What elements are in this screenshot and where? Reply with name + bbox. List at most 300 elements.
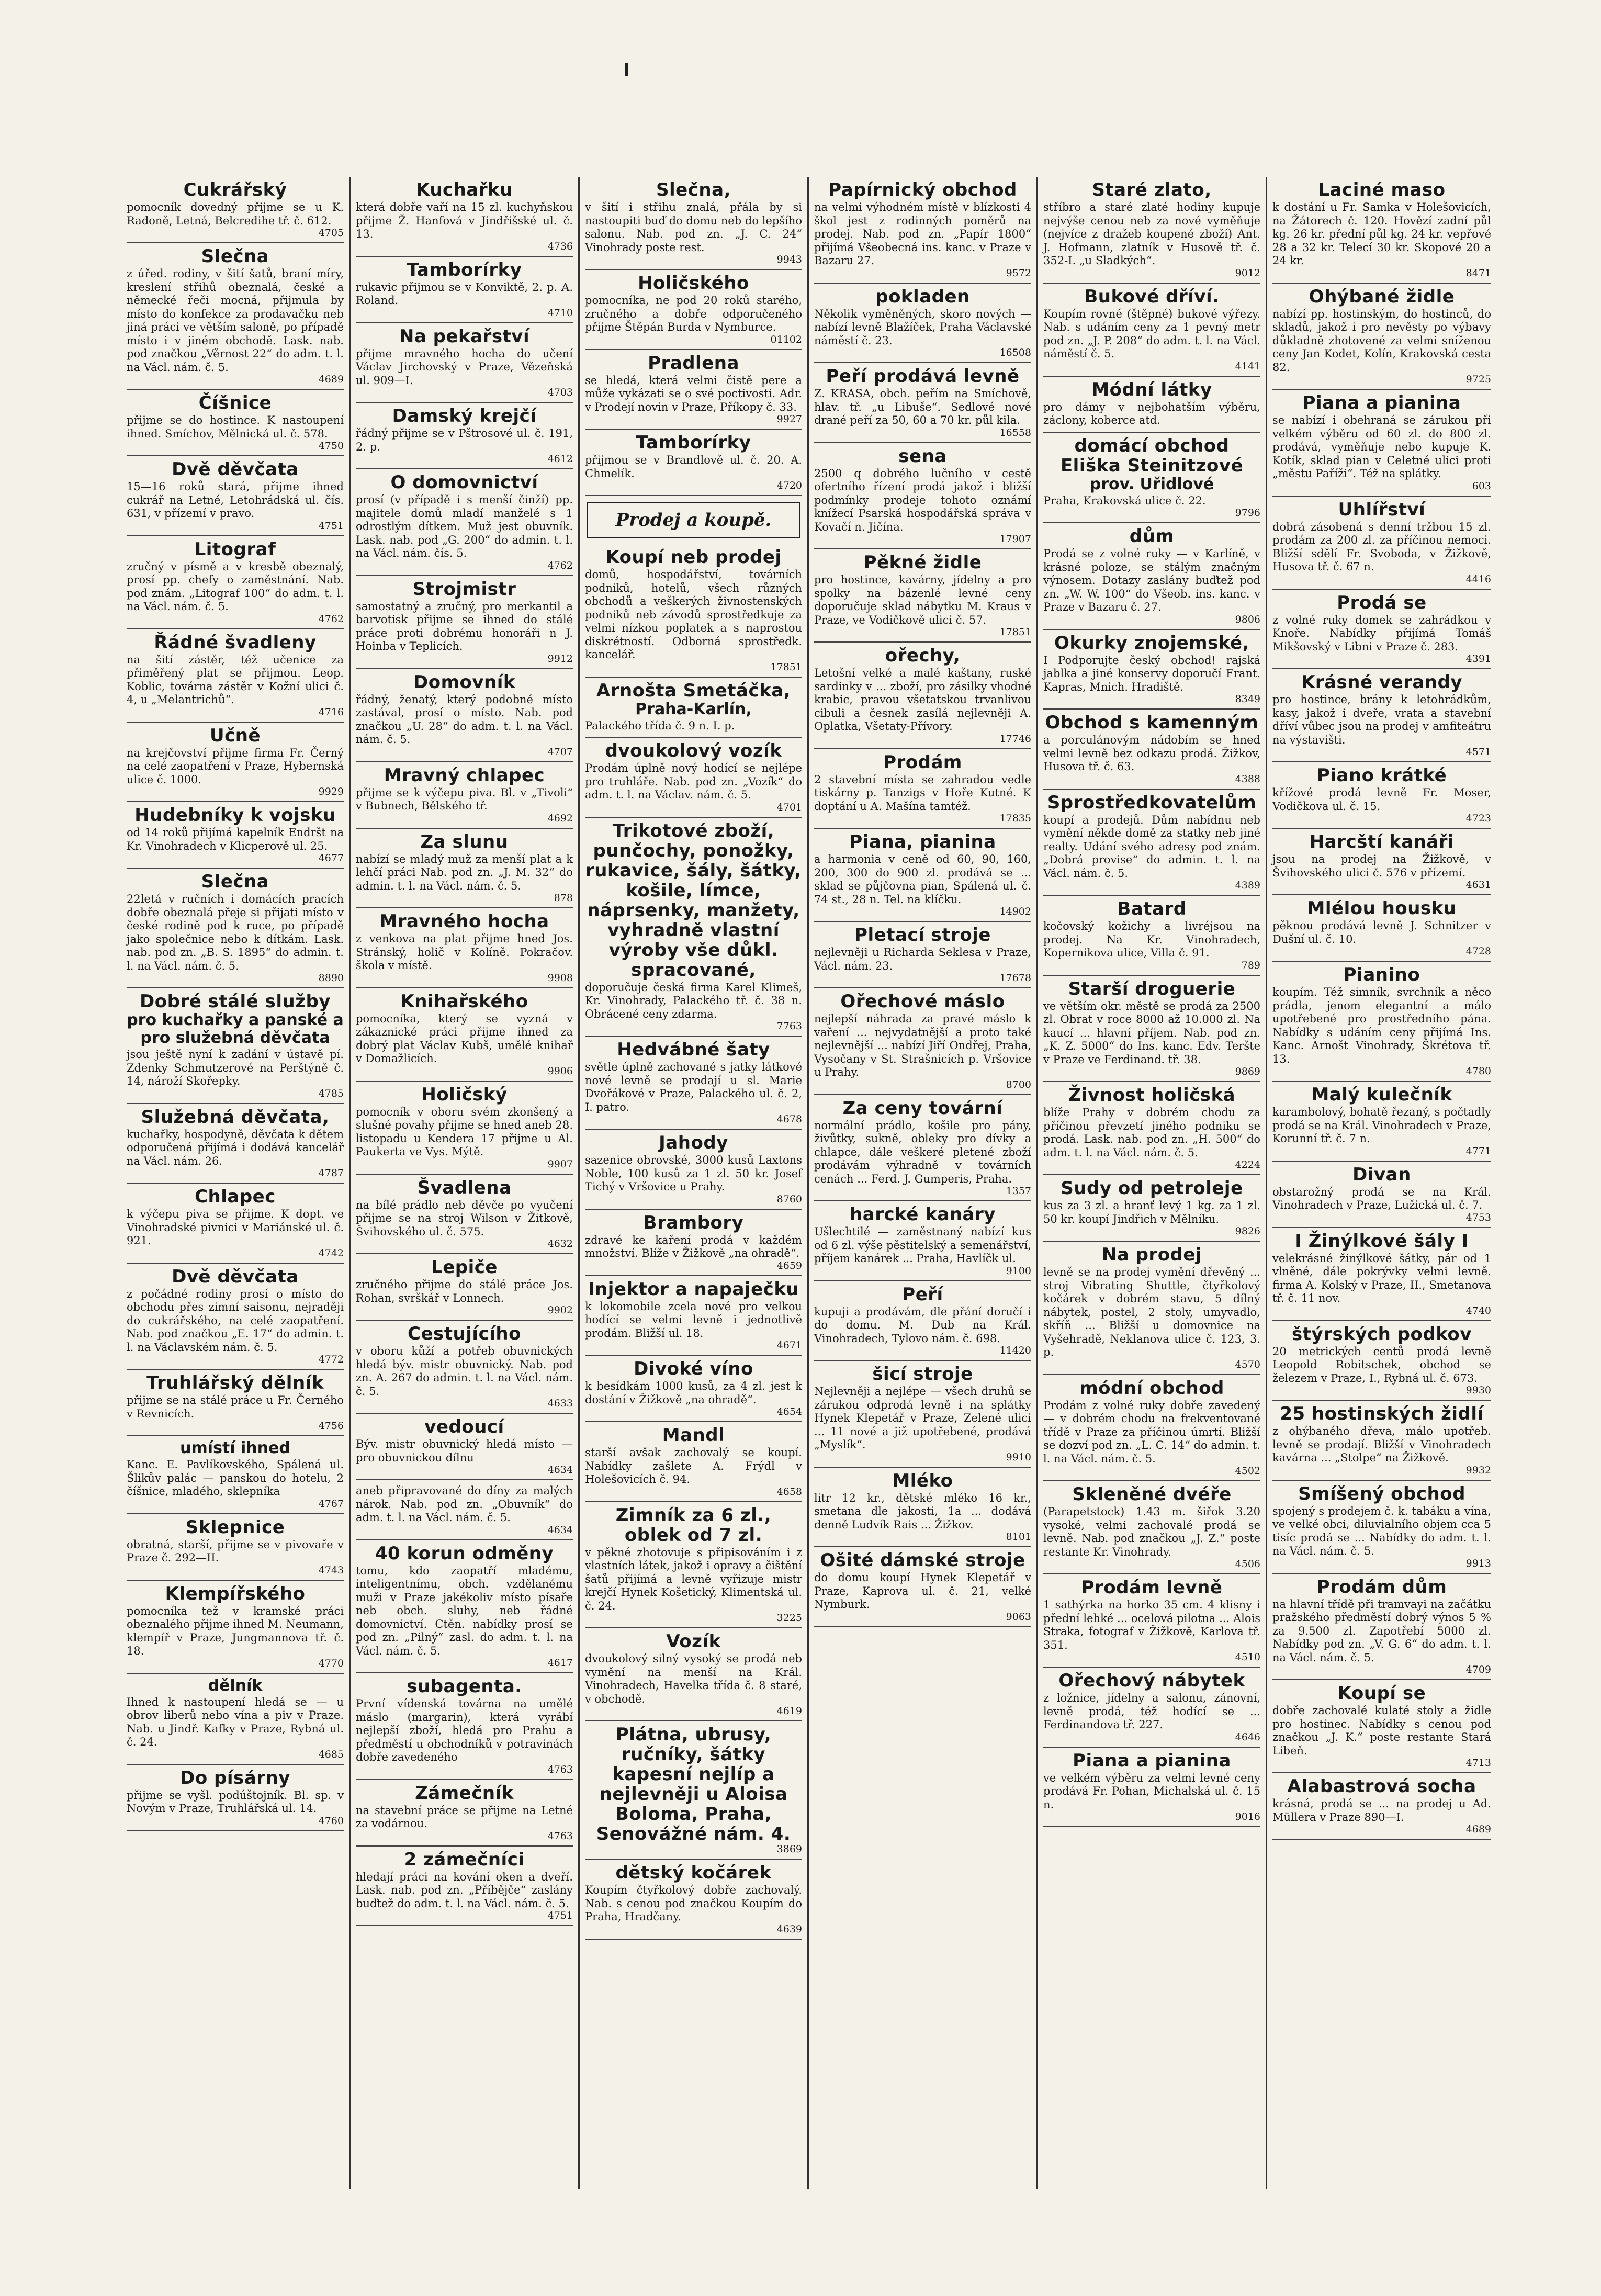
ad-text: pěknou prodává levně J. Schnitzer v Dušní ul. č. 10. xyxy=(1272,919,1491,946)
ad-title: Za slunu xyxy=(420,831,509,852)
classified-ad xyxy=(1272,1162,1491,1228)
classified-ad xyxy=(127,1104,344,1184)
ad-code: 8101 xyxy=(1006,1531,1031,1543)
ad-code: 4767 xyxy=(318,1498,344,1510)
ad-text: Praha, Krakovská ulice č. 22. xyxy=(1043,494,1206,507)
ad-title: Prodám levně xyxy=(1081,1577,1223,1598)
classified-ad xyxy=(585,1502,802,1629)
classified-ad xyxy=(1272,829,1491,895)
ad-code: 9725 xyxy=(1465,374,1491,385)
ad-text: Prodám z volné ruky dobře zavedený — v dobrém chodu na frekventované třídě v Praze za příčinou úmrtí. Bližší se dozví pod zn. „L. C. 14“ do admin. t. l. na Václ. nám. č. 5. xyxy=(1043,1399,1260,1465)
ad-title: Dvě děvčata xyxy=(172,1266,299,1287)
ad-text: v pěkné zhotovuje s připisováním i z vlastních látek, jakož i opravy a čištění šatů přijímá a levně vyřizuje mistr krejčí Hynek Košetický, Klimentská ul. č. 24. xyxy=(585,1546,802,1612)
ad-title: dětský kočárek xyxy=(615,1862,772,1883)
ad-code: 17907 xyxy=(999,533,1031,545)
ad-text: světle úplně zachované s jatky látkové nové levně se prodají u sl. Marie Dvořákové v Praze, Palackého ul. č. 2, I. patro. xyxy=(585,1061,802,1113)
ad-text: z počádné rodiny prosí o místo do obchodu přes zimní saisonu, nejraději do cukrářského, na celé zaopatření. Nab. pod značkou „E. 17“ do admin. t. l. na Václavském nám. č. 5. xyxy=(127,1287,344,1354)
ad-text: z ohýbaného dřeva, málo upotřeb. levně se prodají. Bližší v Vinohradech kavárna ... „Stolpe“ na Žižkově. xyxy=(1272,1425,1491,1464)
ad-title: I Žinýlkové šály I xyxy=(1295,1230,1469,1252)
ad-title: Piano krátké xyxy=(1316,765,1447,786)
ad-text: Prodá se z volné ruky — v Karlíně, v krásné poloze, se stálým značným výnosem. Dotazy zaslány buďtež pod zn. „W. W. 100“ do Všeob. ins. kanc. v Praze v Bazaru č. 27. xyxy=(1043,547,1260,613)
classified-ad xyxy=(585,738,802,818)
ad-text: na stavební práce se přijme na Letné za vodárnou. xyxy=(356,1804,573,1830)
ad-code: 4658 xyxy=(776,1485,802,1498)
ad-text: pro hostince, brány k letohrádkům, kasy, jakož i dveře, vrata a stavební dříví vůbec jsou na prodej v amfiteátru na výstavišti. xyxy=(1272,693,1491,746)
classified-ad xyxy=(585,678,802,738)
classified-ad xyxy=(1043,377,1260,433)
ad-title: Litograf xyxy=(194,538,276,560)
ad-title: Ořechový nábytek xyxy=(1058,1670,1245,1691)
ad-title: Sudy od petroleje xyxy=(1061,1178,1243,1199)
ad-code: 3225 xyxy=(776,1612,802,1624)
ad-title: Služebná děvčata, xyxy=(141,1106,330,1128)
ad-title: Zámečník xyxy=(415,1782,514,1804)
ad-code: 4677 xyxy=(318,852,344,864)
ad-title: Staré zlato, xyxy=(1092,179,1212,200)
ad-title: Koupí neb prodej xyxy=(605,547,782,568)
ad-text: se hledá, která velmi čistě pere a může vykázati se o své poctivosti. Adr. v Prodejí novin v Praze, Příkopy č. 33. xyxy=(585,374,802,413)
ad-code: 4685 xyxy=(318,1748,344,1760)
ad-title: Hudebníky k vojsku xyxy=(134,805,336,826)
ad-text: jsou ještě nyní k zadání v ústavě pí. Zdenky Schmutzerové na Perštýně č. 14, nároží Skořepky. xyxy=(127,1048,344,1087)
ad-code: 9869 xyxy=(1235,1066,1260,1077)
ad-code: 4742 xyxy=(318,1247,344,1259)
ad-title: Pěkné židle xyxy=(863,552,982,573)
ad-title: Strojmistr xyxy=(412,578,516,600)
ad-code: 4612 xyxy=(547,453,573,465)
ad-code: 4709 xyxy=(1465,1664,1491,1675)
ad-code: 4787 xyxy=(318,1167,344,1179)
ad-text: hledají práci na kování oken a dveří. Lask. nab. pod zn. „Příbějče“ zaslány buďtež do adm. t. l. na Václ. nám. č. 5. xyxy=(356,1870,573,1910)
ad-title: harcké kanáry xyxy=(850,1204,996,1225)
classified-ad xyxy=(814,988,1031,1095)
classified-ad xyxy=(356,1540,573,1674)
ad-title: Číšnice xyxy=(198,392,272,413)
ad-code: 603 xyxy=(1472,480,1491,492)
ad-text: přijme mravného hocha do učení Václav Jirchovský v Praze, Vězeňská ul. 909—I. xyxy=(356,347,573,387)
ad-title: Koupí se xyxy=(1337,1683,1426,1704)
ad-text: řádný přijme se v Pštrosové ul. č. 191, 2. p. xyxy=(356,427,573,453)
ad-code: 4388 xyxy=(1235,773,1260,785)
classified-ad xyxy=(356,1673,573,1780)
ad-code: 01102 xyxy=(770,333,802,345)
ad-code: 4391 xyxy=(1465,653,1491,665)
ad-title: Lepiče xyxy=(431,1257,498,1278)
classified-ad xyxy=(585,1130,802,1210)
ad-code: 9012 xyxy=(1235,267,1260,279)
ad-title: Kuchařku xyxy=(416,179,513,200)
ad-title: Pletací stroje xyxy=(854,925,991,946)
classified-ad xyxy=(1272,1321,1491,1401)
classified-ad xyxy=(127,1674,344,1765)
ad-code: 4631 xyxy=(1465,879,1491,891)
ad-code: 9932 xyxy=(1465,1464,1491,1476)
ad-code: 4689 xyxy=(1465,1824,1491,1835)
ad-code: 9910 xyxy=(1006,1451,1031,1463)
ad-title: Malý kulečník xyxy=(1311,1084,1452,1105)
ad-code: 4571 xyxy=(1465,746,1491,758)
ad-text: prosí (v případě i s menší činží) pp. majitele domů mladí manželé s 1 odrostlým dítkem. Muž jest obuvník. Lask. nab. pod „G. 200“ do admin. t. l. na Václ. nám. čís. 5. xyxy=(356,493,573,559)
ad-title: Starší droguerie xyxy=(1068,978,1236,999)
ad-title: Hedvábné šaty xyxy=(617,1039,770,1060)
ad-title: Arnošta Smetáčka, xyxy=(596,680,791,701)
ad-text: Nejlevněji a nejlépe — všech druhů se zárukou odprodá levně i na splátky Hynek Klepetář v Praze, Zelené ulici ... 11 nové a již upotřebené, prodává „Myslík“. xyxy=(814,1385,1031,1451)
classified-ad xyxy=(814,829,1031,922)
classified-ad xyxy=(127,869,344,988)
ad-text: blíže Prahy v dobrém chodu za příčinou převzetí jiného podniku se prodá. Lask. nab. pod zn. „H. 500“ do adm. t. l. na Václ. nám. č. 5. xyxy=(1043,1106,1260,1159)
classified-ad xyxy=(1043,1574,1260,1668)
ad-code: 4713 xyxy=(1465,1757,1491,1769)
ad-code: 4639 xyxy=(776,1923,802,1935)
ad-text: Býv. mistr obuvnický hledá místo — pro obuvnickou dílnu xyxy=(356,1438,573,1464)
ad-title: Holičského xyxy=(638,273,749,294)
ad-title: Pradlena xyxy=(648,352,739,374)
ad-code: 4705 xyxy=(318,227,344,239)
classified-ad xyxy=(356,1321,573,1414)
ad-text: do domu koupí Hynek Klepetář v Praze, Kaprova ul. č. 21, velké Nymburk. xyxy=(814,1571,1031,1611)
ad-code: 8760 xyxy=(776,1193,802,1205)
ad-code: 4753 xyxy=(1465,1211,1491,1223)
ad-text: koupí a prodejů. Dům nabídnu neb vymění někde domě za statky neb jiné realty. Udání svého adresy pod znám. „Dobrá provise“ do admin. t. l. na Václ. nám. č. 5. xyxy=(1043,813,1260,880)
ad-code: 4654 xyxy=(776,1406,802,1417)
ad-text: pomocníka, ne pod 20 roků starého, zručného a dobře odporučeného přijme Štěpán Burda v Nymburce. xyxy=(585,294,802,333)
ad-code: 4634 xyxy=(547,1464,573,1476)
classified-ad xyxy=(127,177,344,243)
ad-text: a harmonia v ceně od 60, 90, 160, 200, 300 do 900 zl. prodává se ... sklad se půjčovna pian, Spálená ul. č. 74 st., 28 n. Tel. na klíčku. xyxy=(814,853,1031,906)
classified-ad xyxy=(814,643,1031,749)
ad-text: Z. KRASA, obch. peřím na Smíchově, hlav. tř. „u Libuše“. Sedlové nové drané peří za 50, 60 a 70 kr. půl kila. xyxy=(814,387,1031,426)
classified-ad xyxy=(127,1514,344,1581)
ad-code: 3869 xyxy=(776,1843,802,1855)
classified-ad xyxy=(1272,669,1491,762)
classified-ad xyxy=(1272,1481,1491,1574)
ad-code: 4510 xyxy=(1235,1651,1260,1663)
ad-text: na bílé prádlo neb děvče po vyučení přijme se na stroj Wilson v Žitkově, Švihovského ul. č. 575. xyxy=(356,1198,573,1238)
ad-code: 4736 xyxy=(547,240,573,252)
ad-text: přijme se do hostince. K nastoupení ihned. Smíchov, Mělnická ul. č. 578. xyxy=(127,414,344,440)
classified-ad xyxy=(585,177,802,270)
ad-text: jsou na prodej na Žižkově, v Švihovského ulici č. 576 v přízemí. xyxy=(1272,853,1491,879)
classified-ad xyxy=(814,284,1031,364)
ad-text: k dostání u Fr. Samka v Holešovicích, na Žátorech č. 120. Hovězí zadní půl kg. 26 kr. přední půl kg. 24 kr. vepřové 28 a 32 kr. Telecí 30 kr. Skopové 20 a 24 kr. xyxy=(1272,201,1491,267)
ad-title: Dobré stálé služby xyxy=(140,991,331,1012)
ad-title: Smíšený obchod xyxy=(1298,1483,1465,1504)
ad-title: Prodá se xyxy=(1337,592,1427,613)
ad-text: k besídkám 1000 kusů, za 4 zl. jest k dostání v Žižkově „na ohradě“. xyxy=(585,1380,802,1406)
classified-ad xyxy=(127,629,344,723)
ad-code: 9796 xyxy=(1235,507,1260,519)
ad-text: Palackého třída č. 9 n. I. p. xyxy=(585,719,735,732)
classified-ad xyxy=(1043,177,1260,284)
ad-title: Ořechové máslo xyxy=(840,991,1005,1012)
classified-ad xyxy=(1043,710,1260,790)
classified-ad xyxy=(356,1780,573,1847)
ad-code: 4780 xyxy=(1465,1065,1491,1077)
ad-text: přijme se na stálé práce u Fr. Černého v Revnicích. xyxy=(127,1394,344,1420)
ad-text: obstarožný prodá se na Král. Vinohradech v Praze, Lužická ul. č. 7. xyxy=(1272,1185,1491,1211)
ad-text: na velmi výhodném místě v blízkosti 4 škol jest z rodinných poměrů na prodej. Nab. pod zn. „Papír 1800“ přijímá Všeobecná ins. kanc. v Praze v Bazaru 27. xyxy=(814,201,1031,267)
ad-text: 20 metrických centů prodá levně Leopold Robitschek, obchod se železem v Praze, I., Rybná ul. č. 673. xyxy=(1272,1345,1491,1385)
ad-title: Knihařského xyxy=(400,991,528,1012)
ad-code: 4760 xyxy=(318,1815,344,1827)
classified-ad xyxy=(1043,1748,1260,1828)
classified-ad xyxy=(585,1860,802,1940)
ad-title: dům xyxy=(1129,526,1175,547)
ad-code: 17835 xyxy=(999,813,1031,824)
classified-ad xyxy=(585,350,802,430)
ad-code: 4224 xyxy=(1235,1159,1260,1170)
ad-title: Papírnický obchod xyxy=(828,179,1017,200)
classified-ad xyxy=(356,1254,573,1321)
ad-code: 4756 xyxy=(318,1420,344,1432)
ad-text: 2500 q dobrého lučního v cestě ofertního řízení prodá jakož i bližší podmínky prodeje tohoto oznámí knížecí Psarská hospodářská správa v Kovačí n. Jičína. xyxy=(814,467,1031,533)
ad-code: 9063 xyxy=(1006,1611,1031,1623)
ad-code: 7763 xyxy=(776,1020,802,1032)
ad-code: 4570 xyxy=(1235,1358,1260,1370)
ad-code: 9572 xyxy=(1006,267,1031,279)
ad-text: od 14 roků přijímá kapelník Endršt na Kr. Vinohradech v Klicperově ul. 25. xyxy=(127,826,344,852)
ad-title: ořechy, xyxy=(885,645,961,666)
ad-text: pomocník v oboru svém zkonšený a slušné povahy přijme se hned aneb 28. listopadu u Kendera 17 přijme u Al. Paukerta ve Vys. Mýtě. xyxy=(356,1105,573,1158)
ad-text: v šití i střihu znalá, přála by si nastoupiti buď do domu neb do lepšího salonu. Nab. pod zn. „J. C. 24“ Vinohrady poste rest. xyxy=(585,201,802,254)
ad-text: velekrásné žinýlkové šátky, pár od 1 vlněné, dále pokrývky velmi levně. firma A. Kolský v Praze, II., Smetanova tř. č. 11 nov. xyxy=(1272,1252,1491,1304)
ad-text: ve velkém výběru za velmi levné ceny prodává Fr. Pohan, Michalská ul. č. 15 n. xyxy=(1043,1771,1260,1811)
classified-ad xyxy=(814,1201,1031,1281)
ad-code: 4751 xyxy=(318,520,344,532)
classified-ad xyxy=(814,1361,1031,1468)
ad-text: kus za 3 zl. a hranť levý 1 kg. za 1 zl. 50 kr. koupí Jindřich v Mělníku. xyxy=(1043,1199,1260,1225)
classified-ad xyxy=(127,1184,344,1264)
classified-ad xyxy=(814,443,1031,550)
ad-title: Za ceny tovární xyxy=(842,1097,1003,1119)
ad-text: stříbro a staré zlaté hodiny kupuje nejvýše cenou neb za nové vyměňuje (nejvíce z dražeb koupené zboží) Ant. J. Hofmann, zlatník v Husově tř. č. 352-I. „u Sladkých“. xyxy=(1043,201,1260,267)
ad-text: Ihned k nastoupení hledá se — u obrov liberů nebo vína a piv v Praze. Nab. u Jindř. Kafky v Praze, Rybná ul. č. 24. xyxy=(127,1695,344,1748)
ad-title: Damský krejčí xyxy=(392,406,537,426)
ad-subtitle: dělník xyxy=(208,1676,263,1695)
classified-ad xyxy=(1272,177,1491,284)
ad-subtitle: prov. Uřidlové xyxy=(1089,475,1214,493)
classified-ad xyxy=(1043,896,1260,976)
ad-text: nejlevněji u Richarda Seklesa v Praze, Václ. nám. 23. xyxy=(814,946,1031,972)
ad-text: 22letá v ručních i domácích pracích dobře obeznalá přeje si přijati místo v české rodině pod k ruce, po případě jako společnice nebo k dítkám. Lask. nab. pod zn. „B. S. 1895“ do admin. t. l. na Václ. nám. č. 5. xyxy=(127,893,344,972)
ad-title: Krásné verandy xyxy=(1301,672,1463,693)
ad-title: Plátna, ubrusy, ručníky, šátky kapesní nejlíp a nejlevněji u Aloisa Boloma, Praha, Senovážné nám. 4. xyxy=(596,1724,791,1844)
classified-ad xyxy=(1272,497,1491,590)
ad-code: 4762 xyxy=(318,613,344,625)
ad-code: 9908 xyxy=(547,972,573,984)
ad-text: Prodám úplně nový hodící se nejlépe pro truhláře. Nab. pod zn. „Vozík“ do adm. t. l. na Václav. nám. č. 5. xyxy=(585,762,802,801)
ad-text: přijme se vyšl. podúštojník. Bl. sp. v Novým v Praze, Truhlářská ul. 14. xyxy=(127,1788,344,1815)
ad-title: Mlélou housku xyxy=(1307,898,1457,919)
ad-text: pro hostince, kavárny, jídelny a pro spolky na bázenlé levné ceny doporučuje sklad nábytku M. Kraus v Praze, ve Vodičkově ulici č. 57. xyxy=(814,573,1031,626)
ad-text: kuchařky, hospodyně, děvčata k dětem odporučená přijímá i dodává kancelář na Václ. nám. 26. xyxy=(127,1128,344,1167)
ad-code: 4633 xyxy=(547,1398,573,1409)
ad-title: Slečna, xyxy=(656,179,731,200)
ad-code: 9906 xyxy=(547,1065,573,1077)
ad-subtitle: Praha-Karlín, xyxy=(635,700,752,718)
ad-text: pomocníka, který se vyzná v zákaznické práci přijme ihned za dobrý plat Václav Kubš, umělé knihař v Domažlicích. xyxy=(356,1012,573,1065)
ad-title: subagenta. xyxy=(407,1676,522,1697)
classified-ad xyxy=(127,802,344,869)
ad-code: 4506 xyxy=(1235,1558,1260,1570)
classified-ad xyxy=(814,1281,1031,1361)
classified-ad xyxy=(585,1356,802,1422)
ad-code: 4646 xyxy=(1235,1731,1260,1743)
ad-code: 4619 xyxy=(776,1705,802,1717)
classified-ad xyxy=(1272,390,1491,497)
ad-text: doporučuje česká firma Karel Klimeš, Kr. Vinohrady, Palackého tř. č. 38 n. Obrácené ceny zdarma. xyxy=(585,981,802,1020)
ad-code: 789 xyxy=(1241,959,1260,971)
ad-title: Piana a pianina xyxy=(1302,392,1461,413)
ad-code: 4141 xyxy=(1235,360,1260,372)
classified-ad xyxy=(1043,433,1260,524)
ad-title: štýrských podkov xyxy=(1292,1323,1472,1345)
ad-title: Piana, pianina xyxy=(849,831,996,852)
ad-text: která dobře vaří na 15 zl. kuchyňskou přijme Ž. Hanfová v Jindřišské ul. č. 13. xyxy=(356,201,573,240)
ad-title: Dvě děvčata xyxy=(172,459,299,480)
ad-text: Letošní velké a malé kaštany, ruské sardinky v ... zboží, pro zásilky vhodné krabic, pravou všetatskou trvanlivou cibuli a česnek zasílá nejlevněji A. Oplatka, Všetaty-Přívory. xyxy=(814,667,1031,733)
ad-code: 4770 xyxy=(318,1657,344,1669)
ad-title: Klempířského xyxy=(165,1583,306,1604)
ad-title: Pianino xyxy=(1343,964,1420,985)
ad-code: 9806 xyxy=(1235,613,1260,625)
ad-code: 4720 xyxy=(776,480,802,491)
ad-code: 4785 xyxy=(318,1087,344,1099)
ad-title: Peří prodává levně xyxy=(826,366,1020,387)
ad-text: kupuji a prodávám, dle přání doručí i do domu. M. Dub na Král. Vinohradech, Tylovo nám. č. 698. xyxy=(814,1305,1031,1345)
ad-title: Okurky znojemské, xyxy=(1054,632,1249,654)
ad-title: dvoukolový vozík xyxy=(605,740,782,761)
ad-title: Domovník xyxy=(413,671,515,693)
ad-text: přijme se k výčepu piva. Bl. v „Tivoli“ v Bubnech, Bělského tř. xyxy=(356,786,573,812)
ad-title: pokladen xyxy=(875,286,970,307)
ad-title: Jahody xyxy=(659,1132,728,1153)
classified-ad xyxy=(585,270,802,350)
classified-ad xyxy=(585,544,802,678)
ad-title: Chlapec xyxy=(195,1186,276,1207)
ad-title: 40 korun odměny xyxy=(375,1543,554,1564)
ad-text: z venkova na plat přijme hned Jos. Stránský, holič v Kolíně. Pokračov. škola v místě. xyxy=(356,932,573,972)
ad-text: litr 12 kr., dětské mléko 16 kr., smetana dle jakosti, 1a ... dodává denně Ludvík Rais ... Žižkov. xyxy=(814,1491,1031,1531)
ad-code: 9100 xyxy=(1006,1265,1031,1277)
ad-title: 25 hostinských židlí xyxy=(1280,1403,1484,1424)
ad-code: 17851 xyxy=(770,661,802,673)
page-mark xyxy=(625,63,628,76)
classified-ad xyxy=(127,1264,344,1370)
ad-code: 4659 xyxy=(776,1259,802,1271)
ad-code: 9930 xyxy=(1465,1385,1491,1396)
ad-code: 4710 xyxy=(547,307,573,319)
ad-code: 9943 xyxy=(776,254,802,265)
ad-title: Do písárny xyxy=(180,1767,290,1788)
ad-text: Několik vyměněných, skoro nových — nabízí levně Blažíček, Praha Václavské náměstí č. 23. xyxy=(814,307,1031,347)
ad-text: na hlavní třídě při tramvayi na začátku pražského předměstí dobrý výnos 5 % za 9.500 zl. Zapotřebí 5000 zl. Nabídky pod zn. „V. G. 6“ do adm. t. l. na Václ. nám. č. 5. xyxy=(1272,1597,1491,1664)
ad-title: Mléko xyxy=(892,1470,953,1491)
ad-title: domácí obchod Eliška Steinitzové xyxy=(1060,435,1244,476)
column-3 xyxy=(580,177,809,2189)
ad-title: Sprostředkovatelům xyxy=(1047,792,1257,813)
ad-title: Slečna xyxy=(201,246,269,267)
ad-code: 8700 xyxy=(1006,1078,1031,1090)
ad-text: řádný, ženatý, který podobné místo zastával, prosí o místo. Nab. pod značkou „U. 28“ do adm. t. l. na Václ. nám. č. 5. xyxy=(356,693,573,746)
ad-text: (Parapetstock) 1.43 m. šiřok 3.20 vysoké, velmi zachovalé prodá se levně. Nab. pod značkou „J. Z.“ poste restante Kr. Vinohrady. xyxy=(1043,1505,1260,1558)
ad-text: pomocník dovedný přijme se u K. Radoně, Letná, Belcredihe tř. č. 612. xyxy=(127,201,344,227)
ad-text: sazenice obrovské, 3000 kusů Laxtons Noble, 100 kusů za 1 zl. 50 kr. Josef Tichý v Vršovice u Prahy. xyxy=(585,1154,802,1193)
classified-ad xyxy=(1272,1773,1491,1840)
ad-title: Mravný chlapec xyxy=(384,764,545,786)
ad-subtitle: pro kuchařky a panské a pro služebná děvčata xyxy=(127,1011,344,1047)
ad-code: 878 xyxy=(554,892,573,904)
classified-ad xyxy=(356,669,573,762)
ad-code: 9912 xyxy=(547,652,573,665)
ad-text: zručný v písmě a v kresbě obeznalý, prosí pp. chefy o zaměstnání. Nab. pod znám. „Litograf 100“ do adm. t. l. na Václ. nám. č. 5. xyxy=(127,560,344,613)
classified-ad xyxy=(585,818,802,1037)
column-6 xyxy=(1267,177,1496,2189)
ad-text: zručného přijme do stálé práce Jos. Rohan, svrškář v Lonnech. xyxy=(356,1278,573,1304)
ad-title: módní obchod xyxy=(1079,1377,1224,1399)
ad-code: 8471 xyxy=(1465,267,1491,279)
classified-ad xyxy=(814,177,1031,284)
ad-title: Tamborírky xyxy=(636,432,751,453)
classified-ad xyxy=(585,1422,802,1502)
section-heading-box: Prodej a koupě. xyxy=(587,502,800,538)
ad-code: 4416 xyxy=(1465,573,1491,585)
ad-text: k lokomobile zcela nové pro velkou hodící se velmi levně i jednotlivě prodám. Bližší ul. 18. xyxy=(585,1300,802,1340)
ad-code: 4689 xyxy=(318,374,344,385)
ad-text: 2 stavební místa se zahradou vedle tiskárny p. Tanzigs v Hoře Kutné. K doptání u A. Mašína tamtéž. xyxy=(814,773,1031,813)
classified-ad xyxy=(1272,1082,1491,1162)
ad-code: 4750 xyxy=(318,440,344,452)
ad-text: křížové prodá levně Fr. Moser, Vodičkova ul. č. 15. xyxy=(1272,786,1491,813)
classified-ad xyxy=(127,390,344,456)
classified-ad xyxy=(127,1581,344,1674)
ad-title: Švadlena xyxy=(417,1177,512,1198)
classified-ad xyxy=(1043,1242,1260,1375)
ad-title: šicí stroje xyxy=(872,1364,973,1385)
classified-ad xyxy=(356,1480,573,1540)
ad-title: Divan xyxy=(1352,1164,1411,1185)
ad-text: dobře zachovalé kulaté stoly a židle pro hostinec. Nabídky s cenou pod značkou „J. K.“ poste restante Stará Libeň. xyxy=(1272,1704,1491,1757)
ad-text: Ušlechtilé — zaměstnaný nabízí kus od 6 zl. výše pěstitelský a semenářství, příjem kanárek ... Praha, Havlíčk ul. xyxy=(814,1225,1031,1265)
classified-ad xyxy=(1043,1082,1260,1175)
ad-title: Skleněné dvéře xyxy=(1072,1484,1232,1505)
ad-code: 8890 xyxy=(318,972,344,984)
classified-ad xyxy=(356,1082,573,1175)
ad-title: Živnost holičská xyxy=(1068,1085,1236,1106)
classified-ad xyxy=(356,829,573,909)
ad-code: 4763 xyxy=(547,1830,573,1842)
ad-code: 9927 xyxy=(776,413,802,425)
ad-code: 4772 xyxy=(318,1354,344,1365)
classified-ad xyxy=(1272,962,1491,1082)
ad-title: Zimník za 6 zl., oblek od 7 zl. xyxy=(615,1504,772,1546)
ad-title: Módní látky xyxy=(1091,379,1212,400)
classified-ad xyxy=(1272,1401,1491,1481)
ad-text: kočovský kožichy a livréjsou na prodej. Na Kr. Vinohradech, Kopernikova ulice, Villa č. 91. xyxy=(1043,920,1260,959)
ad-text: nabízí pp. hostinským, do hostinců, do skladů, jakož i pro nevěsty po výbavy důkladně zhotovené za velmi sníženou ceny Jan Kodet, Kolín, Krakovská cesta 82. xyxy=(1272,307,1491,374)
ad-title: Prodám dům xyxy=(1316,1576,1447,1597)
column-1 xyxy=(121,177,351,2189)
classified-ad xyxy=(1043,284,1260,377)
ad-code: 4740 xyxy=(1465,1304,1491,1316)
classified-ad xyxy=(356,403,573,469)
ad-text: levně se na prodej vymění dřevěný ... stroj Vibrating Shuttle, čtyřkolový kočárek v dobrém stavu, 5 dílný nábytek, postel, 2 stoly, umyvadlo, skříň ... Bližší u domovnice na Vyšehradě, Neklanova ulice č. 123, 3. p. xyxy=(1043,1266,1260,1358)
ad-code: 9913 xyxy=(1465,1557,1491,1569)
ad-code: 4671 xyxy=(776,1340,802,1351)
ad-title: Cukrářský xyxy=(183,179,287,200)
classified-ad xyxy=(1043,1375,1260,1482)
classified-ad xyxy=(127,456,344,536)
